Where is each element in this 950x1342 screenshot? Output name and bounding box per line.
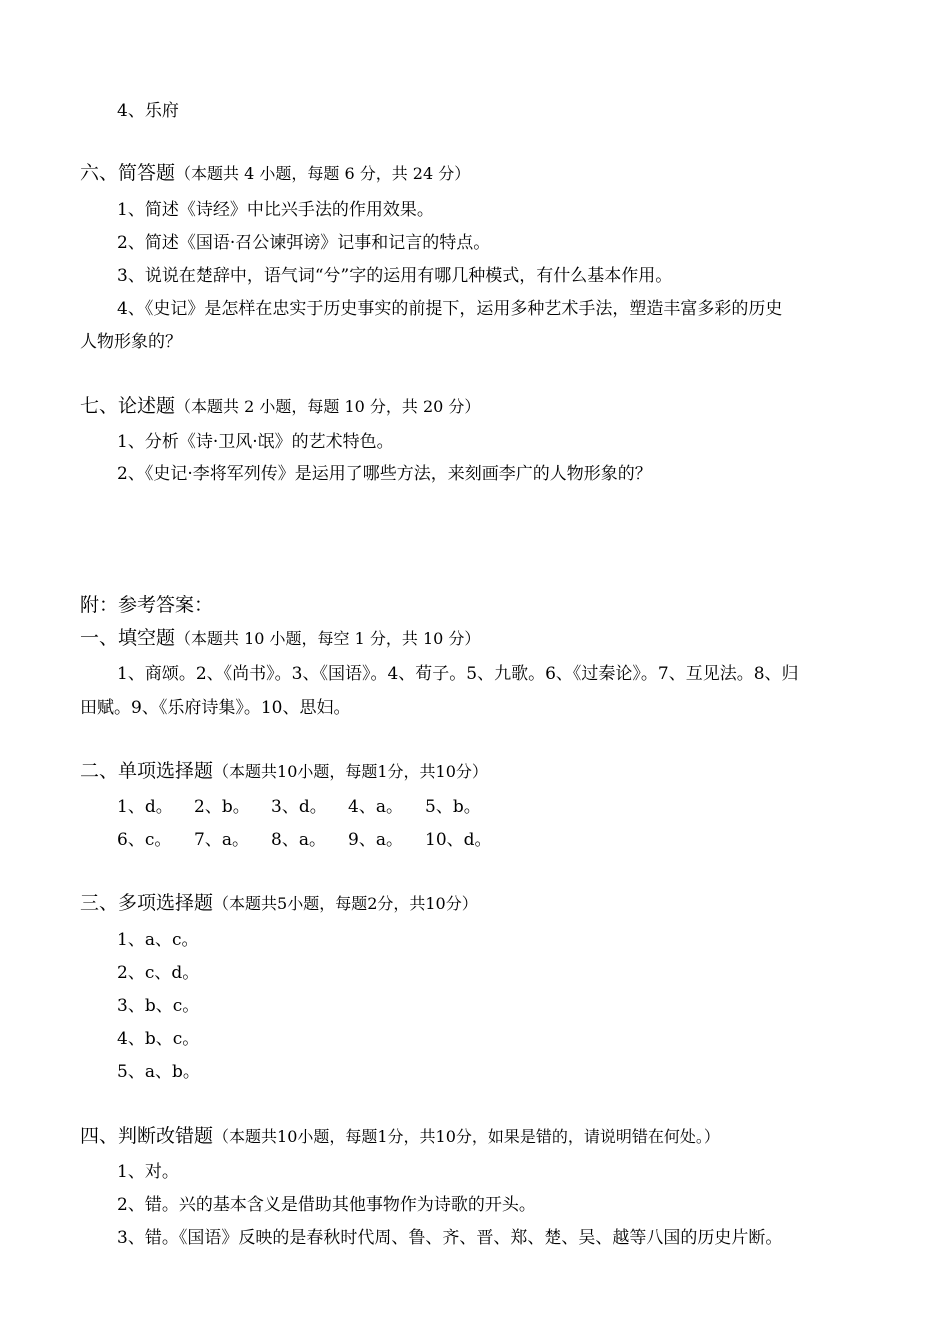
question-6-3: 3、说说在楚辞中，语气词“兮”字的运用有哪几种模式，有什么基本作用。 <box>117 266 673 286</box>
section-6-title: 六、简答题 <box>80 162 176 184</box>
answer-3-item-1: 1、a、c。 <box>117 930 199 950</box>
answer-3-item-5: 5、a、b。 <box>117 1062 200 1082</box>
answer-2-item: 5、b。 <box>425 797 481 817</box>
answer-2-row-1 <box>117 796 481 818</box>
answer-3-item-3: 3、b、c。 <box>117 996 200 1016</box>
answer-4-heading <box>80 1125 720 1148</box>
answer-2-item: 3、d。 <box>271 797 327 817</box>
answer-3-heading <box>80 892 478 915</box>
answer-4-item-2: 2、错。兴的基本含义是借助其他事物作为诗歌的开头。 <box>117 1195 536 1215</box>
section-7-title: 七、论述题 <box>80 395 176 417</box>
appendix-title: 附：参考答案： <box>80 594 214 616</box>
answer-1-heading <box>80 627 480 650</box>
answer-3-item-4: 4、b、c。 <box>117 1029 200 1049</box>
answer-2-item: 1、d。 <box>117 797 173 817</box>
question-6-2: 2、简述《国语·召公谏弭谤》记事和记言的特点。 <box>117 233 491 253</box>
answer-4-title: 四、判断改错题 <box>80 1125 214 1147</box>
item-yuefu: 4、乐府 <box>117 101 179 121</box>
answer-2-heading <box>80 760 488 783</box>
answer-2-item: 8、a。 <box>271 830 326 850</box>
section-7-heading <box>80 395 480 418</box>
answer-4-item-3: 3、错。《国语》反映的是春秋时代周、鲁、齐、晋、郑、楚、吴、越等八国的历史片断。 <box>117 1228 783 1248</box>
answer-1-line-2: 田赋。9、《乐府诗集》。10、思妇。 <box>80 698 351 718</box>
answer-2-item: 4、a。 <box>348 797 403 817</box>
answer-2-item: 7、a。 <box>194 830 249 850</box>
answer-2-row-2 <box>117 829 492 851</box>
answer-2-item: 9、a。 <box>348 830 403 850</box>
answer-1-note: （本题共 10 小题，每空 1 分，共 10 分） <box>175 629 481 648</box>
section-7-note: （本题共 2 小题，每题 10 分，共 20 分） <box>175 397 481 416</box>
answer-3-title: 三、多项选择题 <box>80 892 214 914</box>
answer-1-line-1: 1、商颂。2、《尚书》。3、《国语》。4、荀子。5、九歌。6、《过秦论》。7、互见法。8、归 <box>117 664 799 684</box>
question-6-4: 4、《史记》是怎样在忠实于历史事实的前提下，运用多种艺术手法，塑造丰富多彩的历史 <box>117 299 783 319</box>
question-7-2: 2、《史记·李将军列传》是运用了哪些方法，来刻画李广的人物形象的？ <box>117 464 652 484</box>
answer-2-item: 10、d。 <box>425 830 492 850</box>
answer-4-item-1: 1、对。 <box>117 1162 179 1182</box>
answer-2-item: 2、b。 <box>194 797 250 817</box>
question-7-1: 1、分析《诗·卫风·氓》的艺术特色。 <box>117 432 394 452</box>
section-6-note: （本题共 4 小题，每题 6 分，共 24 分） <box>175 164 471 183</box>
answer-2-note: （本题共10小题，每题1分，共10分） <box>213 762 488 781</box>
answer-4-note: （本题共10小题，每题1分，共10分，如果是错的，请说明错在何处。） <box>213 1127 720 1146</box>
answer-1-title: 一、填空题 <box>80 627 176 649</box>
section-6-heading <box>80 162 470 185</box>
answer-3-item-2: 2、c、d。 <box>117 963 200 983</box>
question-6-4-continued: 人物形象的？ <box>80 332 182 352</box>
answer-3-note: （本题共5小题，每题2分，共10分） <box>213 894 478 913</box>
answer-2-title: 二、单项选择题 <box>80 760 214 782</box>
question-6-1: 1、简述《诗经》中比兴手法的作用效果。 <box>117 200 434 220</box>
answer-2-item: 6、c。 <box>117 830 172 850</box>
